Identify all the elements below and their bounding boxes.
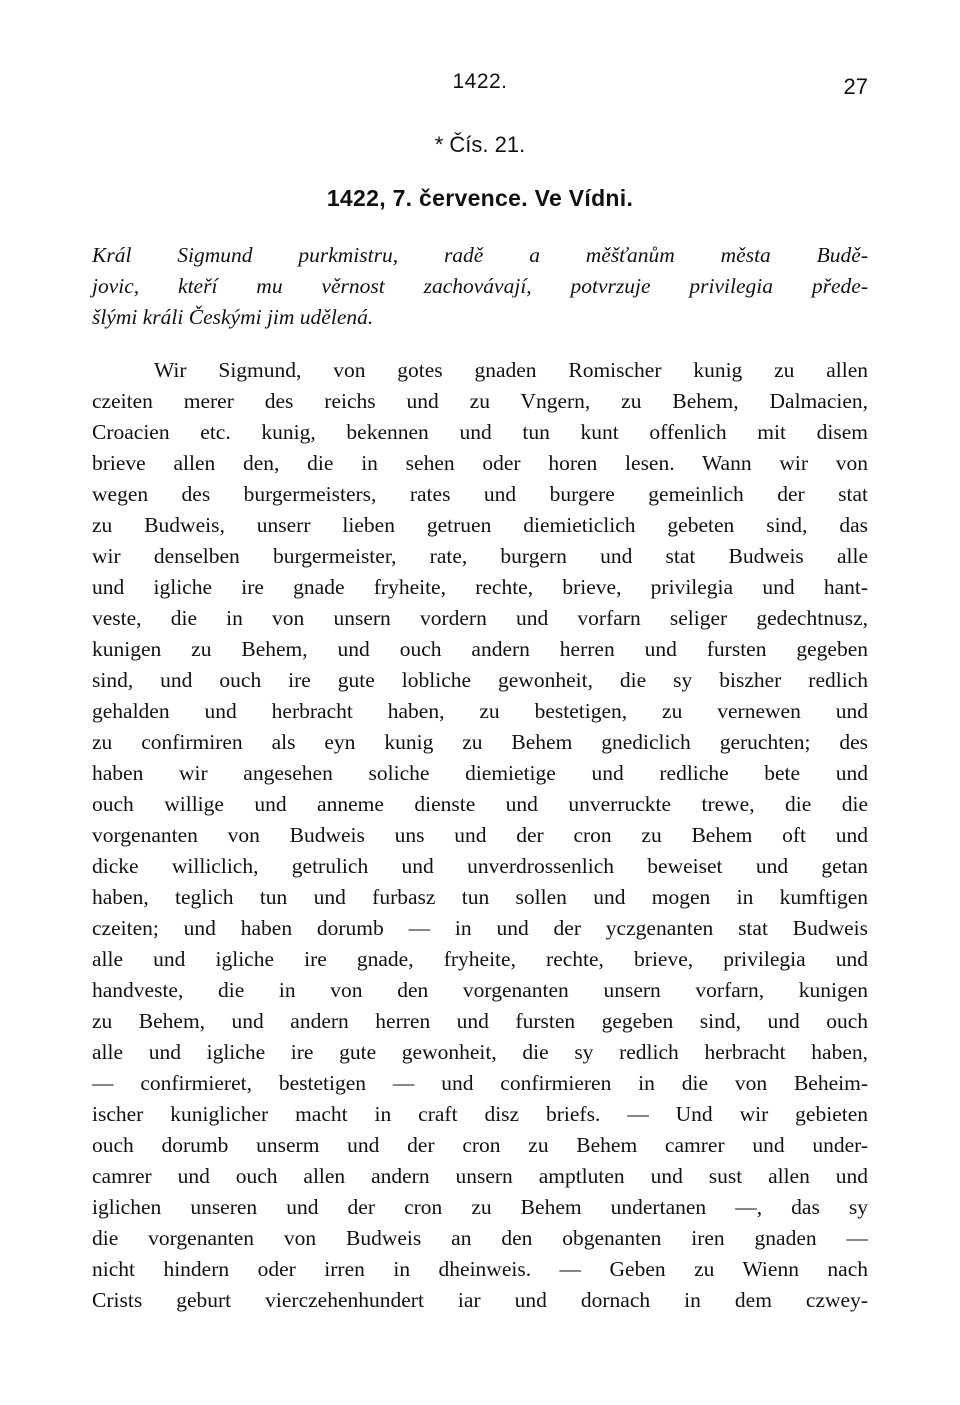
body-line: — confirmieret, bestetigen — und confirmieren in die von Beheim- [92,1071,868,1095]
body-line: czeiten merer des reichs und zu Vngern, zu Behem, Dalmacien, [92,389,868,413]
regest-line: jovic, kteří mu věrnost zachovávají, potvrzuje privilegia přede- [92,274,868,298]
body-line: sind, und ouch ire gute lobliche gewonheit, die sy biszher redlich [92,668,868,692]
body-line: und igliche ire gnade fryheite, rechte, brieve, privilegia und hant- [92,575,868,599]
body-line: zu confirmiren als eyn kunig zu Behem gnediclich geruchten; des [92,730,868,754]
body-line: wegen des burgermeisters, rates und burgere gemeinlich der stat [92,482,868,506]
body-line: dicke williclich, getrulich und unverdrossenlich beweiset und getan [92,854,868,878]
regest-line: Král Sigmund purkmistru, radě a měšťanům města Budě- [92,243,868,267]
body-line: iglichen unseren und der cron zu Behem undertanen —, das sy [92,1195,868,1219]
body-line: zu Budweis, unserr lieben getruen diemieticlich gebeten sind, das [92,513,868,537]
body-line: haben wir angesehen soliche diemietige und redliche bete und [92,761,868,785]
body-line: czeiten; und haben dorumb — in und der yczgenanten stat Budweis [92,916,868,940]
page-number: 27 [843,74,868,99]
running-head [92,70,868,106]
running-head-year: 1422. [452,70,508,93]
body-line: wir denselben burgermeister, rate, burgern und stat Budweis alle [92,544,868,568]
body-line: nicht hindern oder irren in dheinweis. — Geben zu Wienn nach [92,1257,868,1281]
document-body [92,355,868,1316]
regest-line: šlými králi Českými jim udělená. [92,305,374,329]
body-line: kunigen zu Behem, und ouch andern herren und fursten gegeben [92,637,868,661]
body-line: brieve allen den, die in sehen oder horen lesen. Wann wir von [92,451,868,475]
document-number: * Čís. 21. [434,132,526,157]
body-line: camrer und ouch allen andern unsern amptluten und sust allen und [92,1164,868,1188]
body-line: Wir Sigmund, von gotes gnaden Romischer kunig zu allen [154,358,868,382]
body-line: Crists geburt vierczehenhundert iar und dornach in dem czwey- [92,1288,868,1312]
body-line: ischer kuniglicher macht in craft disz briefs. — Und wir gebieten [92,1102,868,1126]
document-date-place: 1422, 7. července. Ve Vídni. [326,185,634,211]
regest-summary [92,240,868,333]
body-line: ouch dorumb unserm und der cron zu Behem camrer und under- [92,1133,868,1157]
body-line: gehalden und herbracht haben, zu bestetigen, zu vernewen und [92,699,868,723]
body-line: haben, teglich tun und furbasz tun sollen und mogen in kumftigen [92,885,868,909]
body-line: zu Behem, und andern herren und fursten gegeben sind, und ouch [92,1009,868,1033]
body-line: ouch willige und anneme dienste und unverruckte trewe, die die [92,792,868,816]
body-line: vorgenanten von Budweis uns und der cron zu Behem oft und [92,823,868,847]
body-line: alle und igliche ire gnade, fryheite, rechte, brieve, privilegia und [92,947,868,971]
body-line: veste, die in von unsern vordern und vorfarn seliger gedechtnusz, [92,606,868,630]
body-line: die vorgenanten von Budweis an den obgenanten iren gnaden — [92,1226,868,1250]
body-line: handveste, die in von den vorgenanten unsern vorfarn, kunigen [92,978,868,1002]
body-line: alle und igliche ire gute gewonheit, die sy redlich herbracht haben, [92,1040,868,1064]
body-line: Croacien etc. kunig, bekennen und tun kunt offenlich mit disem [92,420,868,444]
